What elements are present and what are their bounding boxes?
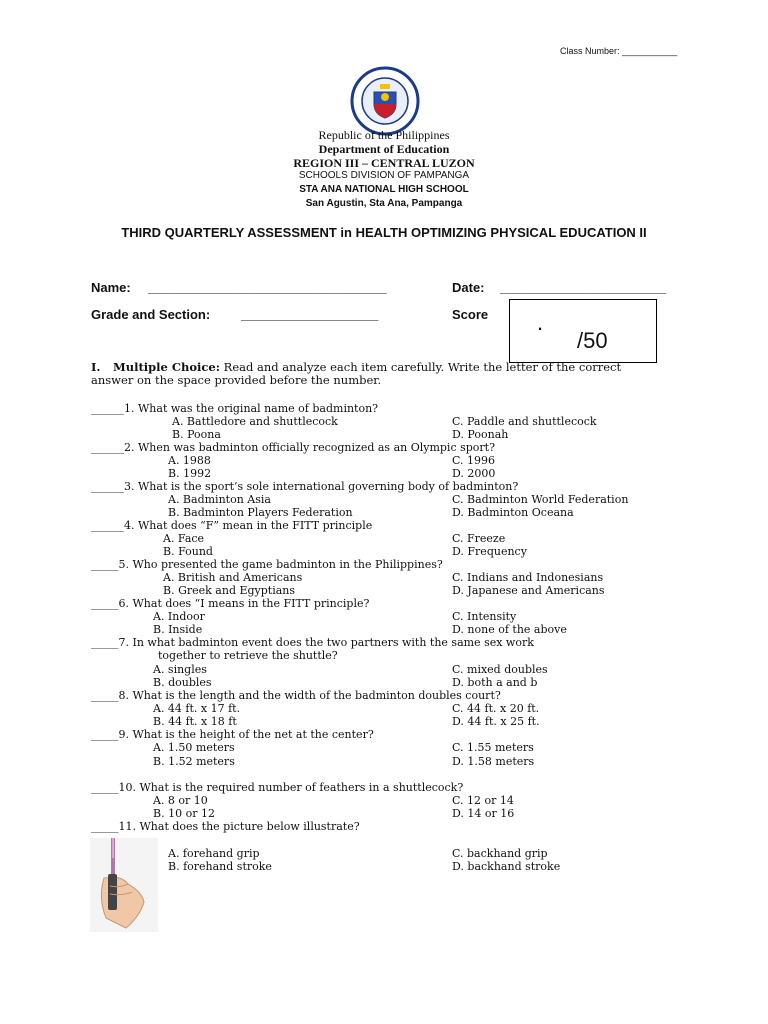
q7-option-b: B. doubles xyxy=(153,676,212,689)
q6-option-d: D. none of the above xyxy=(452,623,567,636)
q2-option-d: D. 2000 xyxy=(452,467,496,480)
question-2: ______2. When was badminton officially recognized as an Olympic sport? xyxy=(91,441,495,454)
q7-option-d: D. both a and b xyxy=(452,676,538,689)
score-label: Score xyxy=(452,307,489,322)
q7-option-a: A. singles xyxy=(153,663,207,676)
date-field[interactable]: _______________________ xyxy=(500,280,667,295)
q6-option-a: A. Indoor xyxy=(153,610,205,623)
name-label: Name: xyxy=(91,280,131,295)
q8-option-c: C. 44 ft. x 20 ft. xyxy=(452,702,540,715)
name-field[interactable]: _________________________________ xyxy=(148,280,387,295)
grade-section-label: Grade and Section: xyxy=(91,307,211,322)
score-total: /50 xyxy=(577,328,608,353)
q3-option-b: B. Badminton Players Federation xyxy=(168,506,353,519)
q3-option-a: A. Badminton Asia xyxy=(168,493,271,506)
q11-option-b: B. forehand stroke xyxy=(168,860,272,873)
question-7-continued: together to retrieve the shuttle? xyxy=(158,649,338,662)
deped-seal-logo xyxy=(350,66,420,136)
q1-option-d: D. Poonah xyxy=(452,428,509,441)
q11-option-d: D. backhand stroke xyxy=(452,860,561,873)
header-school: STA ANA NATIONAL HIGH SCHOOL xyxy=(299,184,469,195)
class-number: Class Number: ___________ xyxy=(560,46,678,56)
badminton-grip-image xyxy=(90,838,158,932)
q5-option-b: B. Greek and Egyptians xyxy=(163,584,296,597)
q2-option-c: C. 1996 xyxy=(452,454,496,467)
question-11: _____11. What does the picture below illustrate? xyxy=(91,820,360,833)
question-8: _____8. What is the length and the width of the badminton doubles court? xyxy=(91,689,501,702)
question-3: ______3. What is the sport’s sole international governing body of badminton? xyxy=(91,480,519,493)
header-region: REGION III – CENTRAL LUZON xyxy=(293,156,475,170)
q8-option-b: B. 44 ft. x 18 ft xyxy=(153,715,237,728)
header-department: Department of Education xyxy=(318,142,450,156)
q3-option-d: D. Badminton Oceana xyxy=(452,506,574,519)
q10-option-b: B. 10 or 12 xyxy=(153,807,215,820)
q4-option-d: D. Frequency xyxy=(452,545,527,558)
q10-option-d: D. 14 or 16 xyxy=(452,807,515,820)
q9-option-d: D. 1.58 meters xyxy=(452,755,535,768)
q9-option-a: A. 1.50 meters xyxy=(153,741,235,754)
question-9: _____9. What is the height of the net at the center? xyxy=(91,728,374,741)
q4-option-a: A. Face xyxy=(163,532,205,545)
exam-title: THIRD QUARTERLY ASSESSMENT in HEALTH OPTIMIZING PHYSICAL EDUCATION II xyxy=(121,225,647,240)
q7-option-c: C. mixed doubles xyxy=(452,663,548,676)
q6-option-c: C. Intensity xyxy=(452,610,517,623)
date-label: Date: xyxy=(452,280,485,295)
question-5: _____5. Who presented the game badminton in the Philippines? xyxy=(91,558,443,571)
q10-option-c: C. 12 or 14 xyxy=(452,794,514,807)
q2-option-b: B. 1992 xyxy=(168,467,212,480)
section-heading: Multiple Choice: xyxy=(113,360,220,374)
q1-option-a: A. Battledore and shuttlecock xyxy=(172,415,338,428)
section-text: Read and analyze each item carefully. Write the letter of the correct answer on the space provided before the number. xyxy=(91,360,622,387)
header-republic: Republic of the Philippines xyxy=(318,128,450,142)
question-4: ______4. What does “F” mean in the FITT principle xyxy=(91,519,373,532)
q9-option-c: C. 1.55 meters xyxy=(452,741,534,754)
q8-option-a: A. 44 ft. x 17 ft. xyxy=(153,702,241,715)
q3-option-c: C. Badminton World Federation xyxy=(452,493,629,506)
question-1: ______1. What was the original name of badminton? xyxy=(91,402,379,415)
q9-option-b: B. 1.52 meters xyxy=(153,755,235,768)
q6-option-b: B. Inside xyxy=(153,623,203,636)
q8-option-d: D. 44 ft. x 25 ft. xyxy=(452,715,540,728)
question-6: _____6. What does “I means in the FITT principle? xyxy=(91,597,370,610)
question-10: _____10. What is the required number of feathers in a shuttlecock? xyxy=(91,781,464,794)
q5-option-c: C. Indians and Indonesians xyxy=(452,571,604,584)
q4-option-b: B. Found xyxy=(163,545,213,558)
header-division: SCHOOLS DIVISION OF PAMPANGA xyxy=(298,170,470,181)
q4-option-c: C. Freeze xyxy=(452,532,506,545)
q1-option-c: C. Paddle and shuttlecock xyxy=(452,415,597,428)
score-dot: . xyxy=(537,310,544,335)
q5-option-d: D. Japanese and Americans xyxy=(452,584,605,597)
header-address: San Agustin, Sta Ana, Pampanga xyxy=(305,198,463,209)
q1-option-b: B. Poona xyxy=(172,428,221,441)
instructions xyxy=(91,361,651,387)
q2-option-a: A. 1988 xyxy=(168,454,211,467)
q11-option-a: A. forehand grip xyxy=(168,847,260,860)
grade-section-field[interactable]: ___________________ xyxy=(241,307,379,322)
q5-option-a: A. British and Americans xyxy=(163,571,303,584)
q11-option-c: C. backhand grip xyxy=(452,847,548,860)
q10-option-a: A. 8 or 10 xyxy=(153,794,208,807)
section-number: I. xyxy=(91,360,101,374)
question-7: _____7. In what badminton event does the two partners with the same sex work xyxy=(91,636,534,649)
